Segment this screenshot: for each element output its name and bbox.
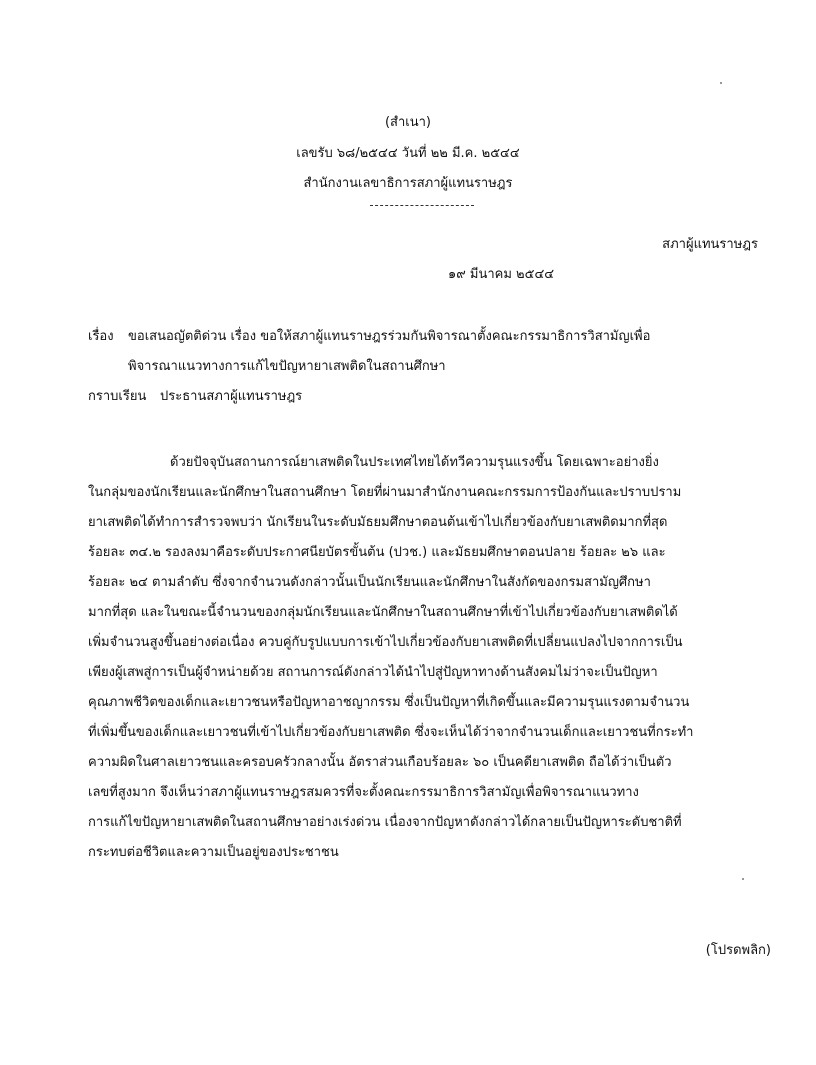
body-line: ร้อยละ ๓๔.๒ รองลงมาคือระดับประกาศนียบัตรขั้นต้น (ปวช.) และมัธยมศึกษาตอนปลาย ร้อยละ ๒๖ และ (88, 545, 666, 560)
body-line: เพียงผู้เสพสู่การเป็นผู้จำหน่ายด้วย สถานการณ์ดังกล่าวได้นำไปสู่ปัญหาทางด้านสังคมไม่ว่าจะเป็นปัญหา (88, 665, 658, 680)
body-line: เลขที่สูงมาก จึงเห็นว่าสภาผู้แทนราษฎรสมควรที่จะตั้งคณะกรรมาธิการวิสามัญเพื่อพิจารณาแนวทาง (88, 785, 639, 800)
addressee-label: กราบเรียน (88, 389, 147, 404)
scan-speck (720, 82, 722, 84)
addressee-name: ประธานสภาผู้แทนราษฎร (160, 389, 303, 404)
body-line: ที่เพิ่มขึ้นของเด็กและเยาวชนที่เข้าไปเกี่ยวข้องกับยาเสพติด ซึ่งจะเห็นได้ว่าจากจำนวนเด็กและเยาวชนที่กระทำ (88, 725, 694, 740)
copy-label: (สำเนา) (384, 115, 431, 130)
body-line: ในกลุ่มของนักเรียนและนักศึกษาในสถานศึกษา โดยที่ผ่านมาสำนักงานคณะกรรมการป้องกันและปราบปราม (88, 485, 682, 500)
body-line: มากที่สุด และในขณะนี้จำนวนของกลุ่มนักเรียนและนักศึกษาในสถานศึกษาที่เข้าไปเกี่ยวข้องกับยาเสพติดได้ (88, 605, 678, 620)
subject-line-1: ขอเสนอญัตติด่วน เรื่อง ขอให้สภาผู้แทนราษฎรร่วมกันพิจารณาตั้งคณะกรรมาธิการวิสามัญเพื่อ (128, 329, 651, 344)
body-line: ด้วยปัจจุบันสถานการณ์ยาเสพติดในประเทศไทยได้ทวีความรุนแรงขึ้น โดยเฉพาะอย่างยิ่ง (170, 455, 659, 470)
body-line: ร้อยละ ๒๔ ตามลำดับ ซึ่งจากจำนวนดังกล่าวนั้นเป็นนักเรียนและนักศึกษาในสังกัดของกรมสามัญศึกษา (88, 575, 651, 590)
header-separator (370, 205, 474, 206)
body-line: ยาเสพติดได้ทำการสำรวจพบว่า นักเรียนในระดับมัธยมศึกษาตอนต้นเข้าไปเกี่ยวข้องกับยาเสพติดมากที่สุด (88, 515, 668, 530)
sender: สภาผู้แทนราษฎร (662, 237, 758, 252)
office-name: สำนักงานเลขาธิการสภาผู้แทนราษฎร (303, 176, 513, 191)
footer-note: (โปรดพลิก) (705, 943, 771, 958)
subject-line-2: พิจารณาแนวทางการแก้ไขปัญหายาเสพติดในสถานศึกษา (128, 359, 446, 374)
subject-label: เรื่อง (88, 329, 114, 344)
body-line: คุณภาพชีวิตของเด็กและเยาวชนหรือปัญหาอาชญากรรม ซึ่งเป็นปัญหาที่เกิดขึ้นและมีความรุนแรงตามจำนวน (88, 695, 690, 710)
body-line: กระทบต่อชีวิตและความเป็นอยู่ของประชาชน (88, 845, 339, 860)
body-line: ความผิดในศาลเยาวชนและครอบครัวกลางนั้น อัตราส่วนเกือบร้อยละ ๖๐ เป็นคดียาเสพติด ถือได้ว่าเป็นตัว (88, 755, 672, 770)
body-line: เพิ่มจำนวนสูงขึ้นอย่างต่อเนื่อง ควบคู่กับรูปแบบการเข้าไปเกี่ยวข้องกับยาเสพติดที่เปลี่ยนแปลงไปจากการเป็น (88, 635, 683, 650)
scan-speck (742, 878, 744, 880)
date: ๑๙ มีนาคม ๒๕๔๔ (448, 267, 555, 282)
body-line: การแก้ไขปัญหายาเสพติดในสถานศึกษาอย่างเร่งด่วน เนื่องจากปัญหาดังกล่าวได้กลายเป็นปัญหาระดับชาติที่ (88, 815, 682, 830)
receipt-line: เลขรับ ๖๘/๒๕๔๔ วันที่ ๒๒ มี.ค. ๒๕๔๔ (296, 146, 520, 161)
